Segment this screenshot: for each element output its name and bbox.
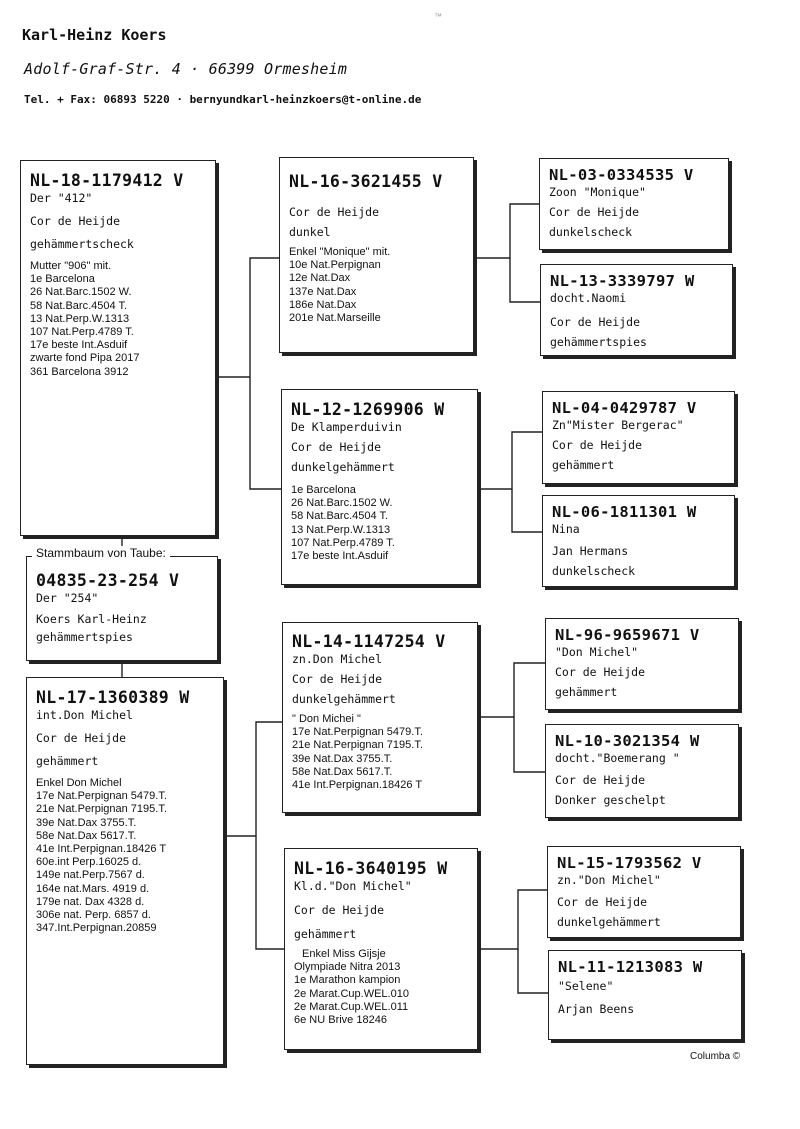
pigeon-name: "Don Michel" (555, 645, 639, 659)
scan-mark: ™ (434, 12, 442, 21)
owner-address: Adolf-Graf-Str. 4 · 66399 Ormesheim (24, 60, 348, 78)
color: dunkel (289, 225, 331, 239)
pigeon-name: docht."Boemerang " (555, 751, 680, 765)
breeder: Cor de Heijde (291, 440, 382, 454)
note: 13 Nat.Perp.W.1313 (30, 312, 130, 325)
color: gehämmertspies (36, 630, 133, 644)
note: 2e Marat.Cup.WEL.011 (294, 1000, 409, 1013)
breeder: Cor de Heijde (555, 773, 646, 787)
ring-number: 04835-23-254 V (36, 571, 180, 590)
note: 21e Nat.Perpignan 7195.T. (36, 803, 167, 816)
color: gehämmertspies (550, 335, 647, 349)
note: 13 Nat.Perp.W.1313 (291, 523, 391, 536)
note: 60e.int Perp.16025 d. (36, 856, 142, 869)
note: 41e Int.Perpignan.18426 T (36, 843, 167, 856)
ring-number: NL-06-1811301 W (552, 503, 697, 521)
note: zwarte fond Pipa 2017 (30, 352, 140, 365)
ring-number: NL-10-3021354 W (555, 732, 700, 750)
ring-number: NL-04-0429787 V (552, 399, 697, 417)
ring-number: NL-15-1793562 V (557, 854, 702, 872)
note: 179e nat. Dax 4328 d. (36, 895, 145, 908)
dam-dam-card (284, 848, 478, 1050)
color: gehämmert (36, 754, 99, 768)
ring-number: NL-96-9659671 V (555, 626, 700, 644)
owner-contact: Tel. + Fax: 06893 5220 · bernyundkarl-heinzkoers@t-online.de (24, 93, 422, 106)
note: 137e Nat.Dax (289, 285, 357, 298)
note: " Don Michei " (292, 713, 361, 725)
note: 149e nat.Perp.7567 d. (36, 869, 145, 882)
note: 201e Nat.Marseille (289, 312, 381, 325)
gg-card-6 (545, 724, 739, 818)
note: 41e Int.Perpignan.18426 T (292, 779, 423, 792)
breeder: Cor de Heijde (289, 205, 380, 219)
note: 17e beste Int.Asduif (30, 339, 128, 352)
breeder: Cor de Heijde (292, 672, 383, 686)
pigeon-name: Kl.d."Don Michel" (294, 879, 412, 893)
ring-number: NL-13-3339797 W (550, 272, 695, 290)
note: 107 Nat.Perp.4789 T. (30, 326, 134, 339)
color: gehämmert (555, 685, 618, 699)
color: dunkelgehämmert (291, 460, 395, 474)
note: 10e Nat.Perpignan (289, 259, 381, 272)
note: 17e Nat.Perpignan 5479.T. (36, 790, 167, 803)
breeder: Cor de Heijde (550, 315, 641, 329)
ring-number: NL-17-1360389 W (36, 688, 190, 707)
pigeon-name: zn."Don Michel" (557, 873, 661, 887)
pigeon-name: Der "412" (30, 191, 93, 205)
ring-number: NL-16-3640195 W (294, 859, 448, 878)
note: 186e Nat.Dax (289, 298, 357, 311)
color: Donker geschelpt (555, 793, 666, 807)
breeder: Cor de Heijde (36, 731, 127, 745)
note: 58e Nat.Dax 5617.T. (292, 765, 393, 778)
color: dunkelgehämmert (292, 692, 396, 706)
note: Enkel Don Michel (36, 777, 122, 789)
note: 2e Marat.Cup.WEL.010 (294, 987, 409, 1000)
pigeon-name: Zoon "Monique" (549, 185, 646, 199)
gg-card-3 (542, 391, 735, 484)
ring-number: NL-12-1269906 W (291, 400, 445, 419)
gg-card-2 (540, 264, 733, 356)
breeder: Jan Hermans (552, 544, 629, 558)
copyright-footer: Columba © (690, 1051, 741, 1062)
pigeon-name: zn.Don Michel (292, 652, 383, 666)
color: gehämmert (552, 458, 615, 472)
sire-dam-card (281, 389, 478, 585)
color: dunkelgehämmert (557, 915, 661, 929)
ring-number: NL-11-1213083 W (558, 958, 703, 976)
note: 58e Nat.Dax 5617.T. (36, 829, 137, 842)
breeder: Cor de Heijde (557, 895, 648, 909)
note: 1e Marathon kampion (294, 974, 401, 987)
note: 164e nat.Mars. 4919 d. (36, 882, 150, 895)
pedigree-label: Stammbaum von Taube: (32, 546, 170, 560)
note: 6e NU Brive 18246 (294, 1014, 387, 1027)
note: Enkel "Monique" mit. (289, 246, 391, 258)
ring-number: NL-18-1179412 V (30, 171, 184, 190)
gg-card-7 (547, 846, 741, 938)
ring-number: NL-16-3621455 V (289, 172, 443, 191)
note: 17e beste Int.Asduif (291, 550, 389, 563)
note: 39e Nat.Dax 3755.T. (36, 816, 137, 829)
note: 26 Nat.Barc.1502 W. (30, 286, 132, 299)
pigeon-name: "Selene" (558, 979, 614, 993)
gg-card-4 (542, 495, 735, 587)
sire-card (20, 160, 216, 536)
breeder: Arjan Beens (558, 1002, 635, 1016)
note: 361 Barcelona 3912 (30, 365, 129, 378)
note: 39e Nat.Dax 3755.T. (292, 752, 393, 765)
breeder: Cor de Heijde (30, 214, 121, 228)
pigeon-name: Zn"Mister Bergerac" (552, 418, 684, 432)
note: 58 Nat.Barc.4504 T. (291, 510, 389, 523)
dam-card (26, 677, 224, 1065)
color: gehämmertscheck (30, 237, 134, 251)
achievements (294, 948, 469, 1027)
breeder: Cor de Heijde (552, 438, 643, 452)
pigeon-name: De Klamperduivin (291, 420, 402, 434)
dam-sire-card (282, 622, 478, 813)
note: 17e Nat.Perpignan 5479.T. (292, 726, 423, 739)
note: 21e Nat.Perpignan 7195.T. (292, 739, 423, 752)
color: dunkelscheck (549, 225, 633, 239)
note: Enkel Miss Gijsje (302, 948, 386, 960)
note: 107 Nat.Perp.4789 T. (291, 536, 395, 549)
breeder: Cor de Heijde (549, 205, 640, 219)
note: 26 Nat.Barc.1502 W. (291, 497, 393, 510)
note: Olympiade Nitra 2013 (294, 961, 401, 974)
note: 58 Nat.Barc.4504 T. (30, 299, 128, 312)
color: gehämmert (294, 927, 357, 941)
note: 306e nat. Perp. 6857 d. (36, 909, 151, 922)
gg-card-8 (548, 950, 742, 1040)
gg-card-5 (545, 618, 739, 710)
note: Mutter "906" mit. (30, 260, 112, 272)
note: 12e Nat.Dax (289, 272, 351, 285)
color: dunkelscheck (552, 564, 636, 578)
achievements (36, 777, 215, 935)
breeder: Cor de Heijde (294, 903, 385, 917)
pigeon-name: Nina (552, 522, 580, 536)
note: 347.Int.Perpignan.20859 (36, 922, 157, 935)
achievements (289, 246, 465, 325)
achievements (30, 260, 207, 379)
pigeon-name: docht.Naomi (550, 291, 627, 305)
achievements (292, 713, 469, 792)
pigeon-name: Der "254" (36, 591, 99, 605)
owner-name: Karl-Heinz Koers (22, 26, 167, 44)
achievements (291, 484, 469, 563)
ring-number: NL-03-0334535 V (549, 166, 694, 184)
sire-sire-card (279, 157, 474, 353)
note: 1e Barcelona (291, 484, 356, 496)
breeder: Cor de Heijde (555, 665, 646, 679)
breeder: Koers Karl-Heinz (36, 612, 147, 626)
ring-number: NL-14-1147254 V (292, 632, 446, 651)
note: 1e Barcelona (30, 273, 95, 286)
subject-card (26, 556, 218, 661)
gg-card-1 (539, 158, 729, 250)
pigeon-name: int.Don Michel (36, 708, 133, 722)
